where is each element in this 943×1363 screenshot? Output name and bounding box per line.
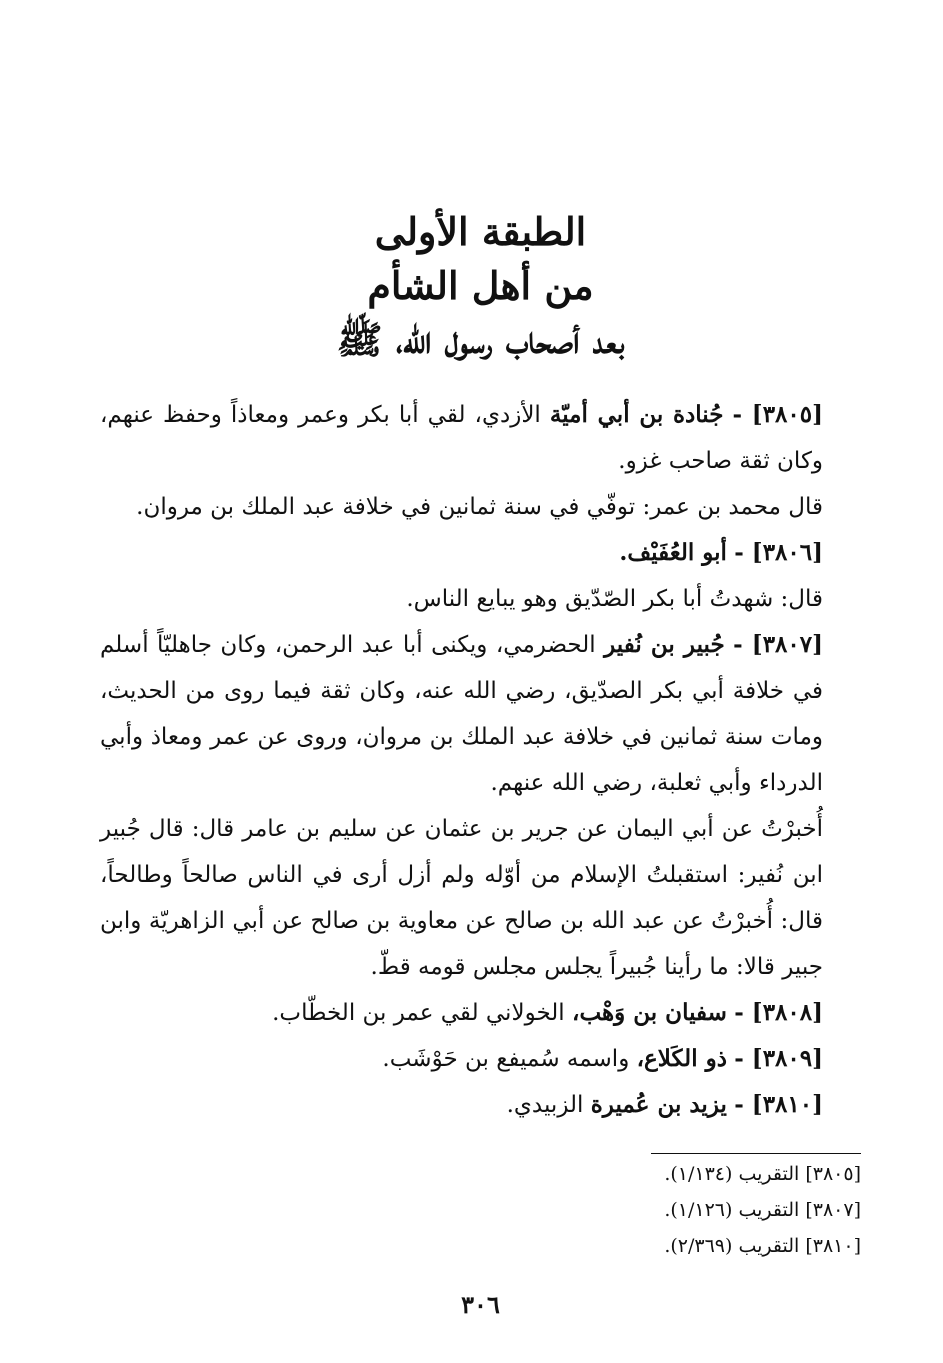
entry-number: [٣٨٠٦] - [734,539,823,566]
entry-number: [٣٨٠٥] - [732,401,824,428]
entry-3808 [100,990,861,1036]
entry-name: ذو الكَلاع، [636,1045,727,1072]
entry-text: واسمه سُميفع بن حَوْشَب. [382,1046,630,1072]
entry-number: [٣٨١٠] - [734,1091,823,1118]
entry-text: قال: شهدتُ أبا بكر الصّدّيق وهو يبايع الناس. [406,586,823,612]
entry-name: جُنادة بن أبي أميّة [549,401,724,428]
entry-number: [٣٨٠٩] - [734,1045,823,1072]
entry-text: الخولاني لقي عمر بن الخطّاب. [272,1000,565,1026]
entry-text: أُخبرْتُ عن أبي اليمان عن جرير بن عثمان عن سليم بن عامر قال: قال جُبير ابن نُفير: استقبلتُ الإسلام من أوّله ولم أزل أرى في الناس صالحاً وطالحاً، قال: أُخبرْتُ عن عبد الله بن صالح عن معاوية بن صالح عن أبي الزاهريّة وابن جبير قالا: ما رأينا جُبيراً يجلس مجلس قومه قطّ. [100,816,823,980]
main-text [100,392,861,1128]
page [100,0,861,1363]
entry-text: الزبيدي. [506,1092,584,1118]
footnote-3805: [٣٨٠٥] التقريب (١/١٣٤). [664,1163,861,1185]
entry-3810 [100,1082,861,1128]
heading-line-3: بعد أصحاب رسول الله، ﷺ [336,317,625,362]
entry-3807 [100,622,861,806]
entry-3809 [100,1036,861,1082]
entry-name: جُبير بن نُفير [604,631,725,658]
page-number: ٣٠٦ [461,1290,500,1319]
paragraph-witness [100,576,861,622]
entry-3805 [100,392,861,484]
entry-text: الأزدي، لقي أبا بكر وعمر ومعاذاً وحفظ عنهم، وكان ثقة صاحب غزو. [100,402,823,474]
entry-name: أبو العُفَيْف. [619,539,727,566]
footnote-3807: [٣٨٠٧] التقريب (١/١٢٦). [664,1199,861,1221]
entry-text: قال محمد بن عمر: توفّي في سنة ثمانين في خلافة عبد الملك بن مروان. [136,494,823,520]
entry-number: [٣٨٠٧] - [733,631,824,658]
entry-name: يزيد بن عُميرة [590,1091,727,1118]
footnote-divider [651,1153,861,1154]
footnotes [100,1156,861,1264]
chapter-heading [100,205,861,367]
entry-number: [٣٨٠٨] - [734,999,823,1026]
entry-text: الحضرمي، ويكنى أبا عبد الرحمن، وكان جاهليّاً أسلم في خلافة أبي بكر الصدّيق، رضي الله عنه، وكان ثقة فيما روى من الحديث، ومات سنة ثمانين في خلافة عبد الملك بن مروان، وروى عن عمر ومعاذ وأبي الدرداء وأبي ثعلبة، رضي الله عنهم. [100,632,823,796]
entry-3806 [100,530,861,576]
heading-line-1: الطبقة الأولى [374,209,587,254]
footnote-3810: [٣٨١٠] التقريب (٢/٣٦٩). [664,1235,861,1257]
entry-name: سفيان بن وَهْب، [572,999,727,1026]
paragraph-death-note [100,484,861,530]
heading-line-2: من أهل الشأم [367,263,594,308]
paragraph-narration [100,806,861,990]
